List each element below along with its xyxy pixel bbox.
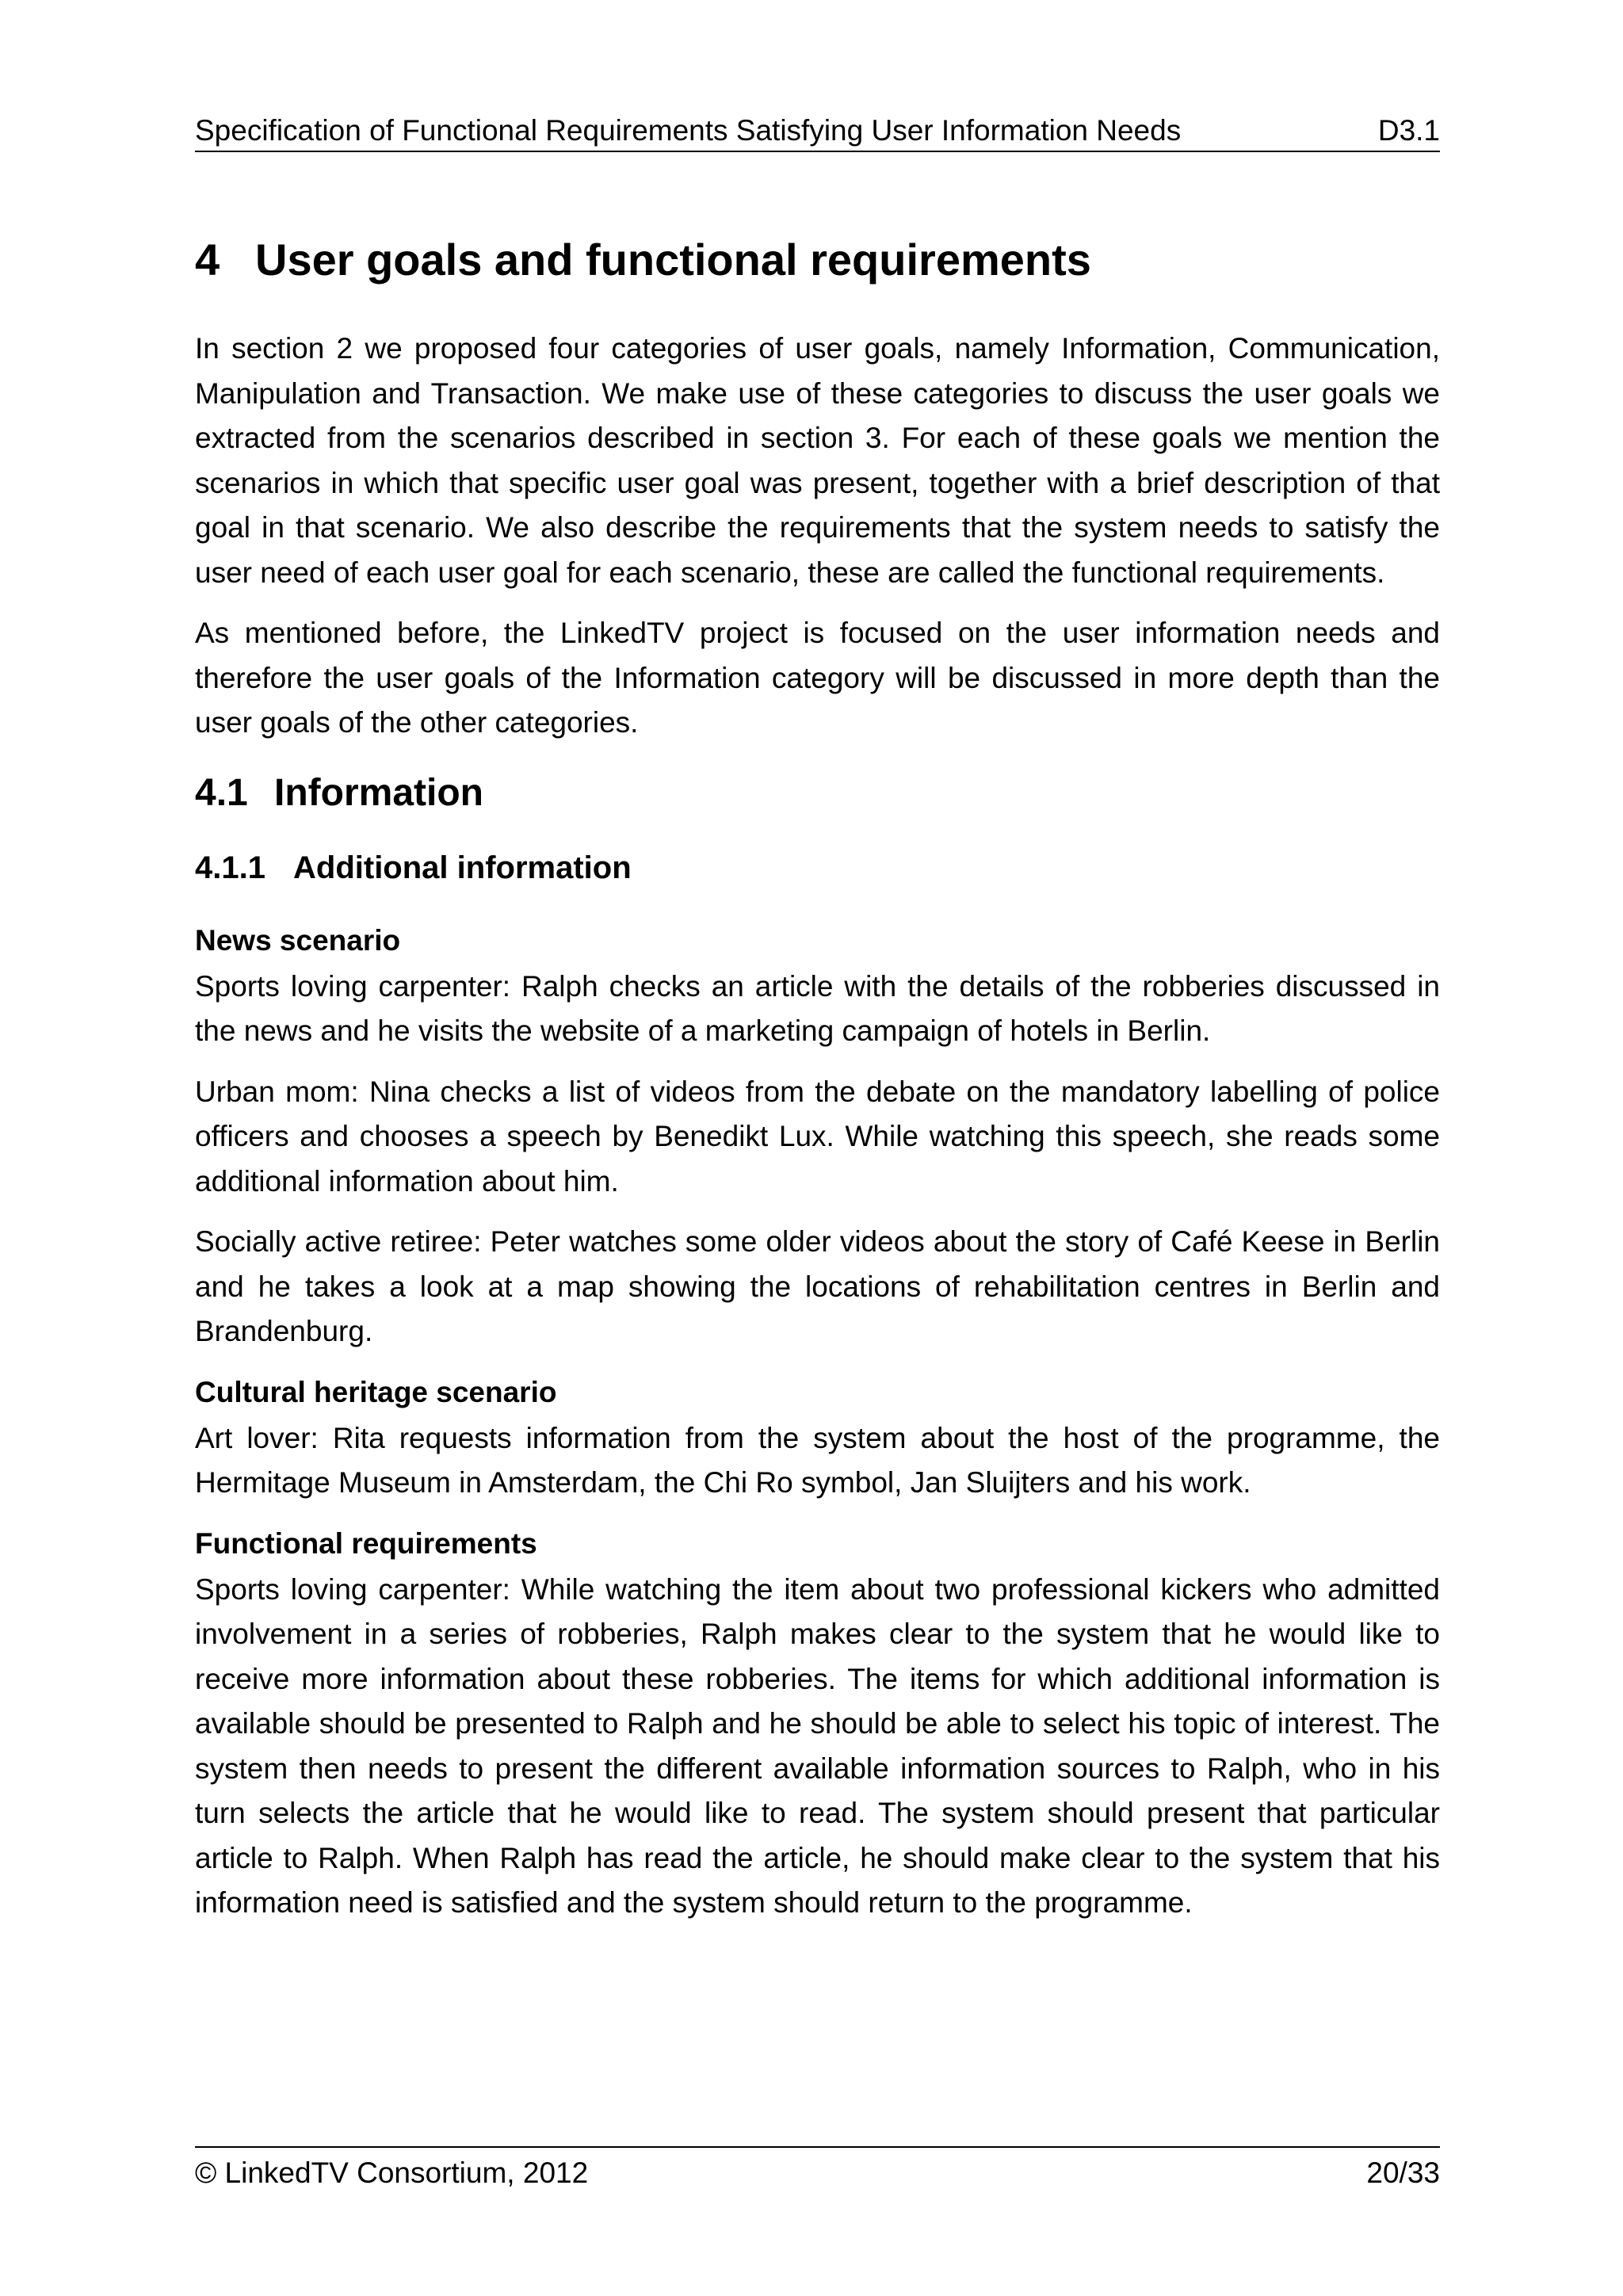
running-header — [195, 111, 1440, 152]
body-paragraph: Art lover: Rita requests information from the system about the host of the programme, the Hermitage Museum in Amsterdam, the Chi Ro symbol, Jan Sluijters and his work. — [195, 1421, 1440, 1499]
subsection-heading — [195, 768, 1440, 819]
subsection-number: 4.1 — [195, 771, 248, 814]
section-heading — [195, 228, 1440, 292]
page-content — [195, 228, 1440, 1942]
section-number: 4 — [195, 235, 220, 285]
body-paragraph: Urban mom: Nina checks a list of videos from the debate on the mandatory labelling of police officers and chooses a speech by Benedikt Lux. While watching this speech, she reads some additional information about him. — [195, 1075, 1440, 1198]
news-scenario-heading: News scenario — [195, 923, 401, 957]
cultural-scenario-heading: Cultural heritage scenario — [195, 1375, 557, 1408]
body-paragraph: Sports loving carpenter: While watching the item about two professional kickers who admitted involvement in a series of robberies, Ralph makes clear to the system that he would like to receive more information about these robberies. The items for which additional information is available should be presented to Ralph and he should be able to select his topic of interest. The system then needs to present the different available information sources to Ralph, who in his turn selects the article that he would like to read. The system should present that particular article to Ralph. When Ralph has read the article, he should make clear to the system that his information need is satisfied and the system should return to the programme. — [195, 1572, 1440, 1919]
running-footer — [195, 2146, 1440, 2199]
header-doc-id: D3.1 — [1377, 114, 1440, 147]
footer-page-number: 20/33 — [1366, 2157, 1440, 2189]
body-paragraph: Sports loving carpenter: Ralph checks an article with the details of the robberies discussed in the news and he visits the website of a marketing campaign of hotels in Berlin. — [195, 969, 1440, 1047]
footer-copyright: © LinkedTV Consortium, 2012 — [195, 2157, 589, 2189]
functional-requirements-heading: Functional requirements — [195, 1526, 537, 1560]
subsection-title: Information — [274, 771, 483, 814]
header-title: Specification of Functional Requirements Satisfying User Information Needs — [195, 114, 1182, 147]
body-paragraph: In section 2 we proposed four categories of user goals, namely Information, Communication, Manipulation and Transaction. We make use of these categories to discuss the user goals we extracted from the scenarios described in section 3. For each of these goals we mention the scenarios in which that specific user goal was present, together with a brief description of that goal in that scenario. We also describe the requirements that the system needs to satisfy the user need of each user goal for each scenario, these are called the functional requirements. — [195, 332, 1440, 589]
subsubsection-title: Additional information — [293, 850, 632, 885]
body-paragraph: Socially active retiree: Peter watches some older videos about the story of Café Keese in Berlin and he takes a look at a map showing the locations of rehabilitation centres in Berlin and Brandenburg. — [195, 1225, 1440, 1347]
section-title: User goals and functional requirements — [255, 235, 1091, 285]
subsubsection-number: 4.1.1 — [195, 850, 265, 885]
subsubsection-heading — [195, 846, 1440, 890]
body-paragraph: As mentioned before, the LinkedTV project is focused on the user information needs and therefore the user goals of the Information category will be discussed in more depth than the user goals of the other categories. — [195, 617, 1440, 739]
